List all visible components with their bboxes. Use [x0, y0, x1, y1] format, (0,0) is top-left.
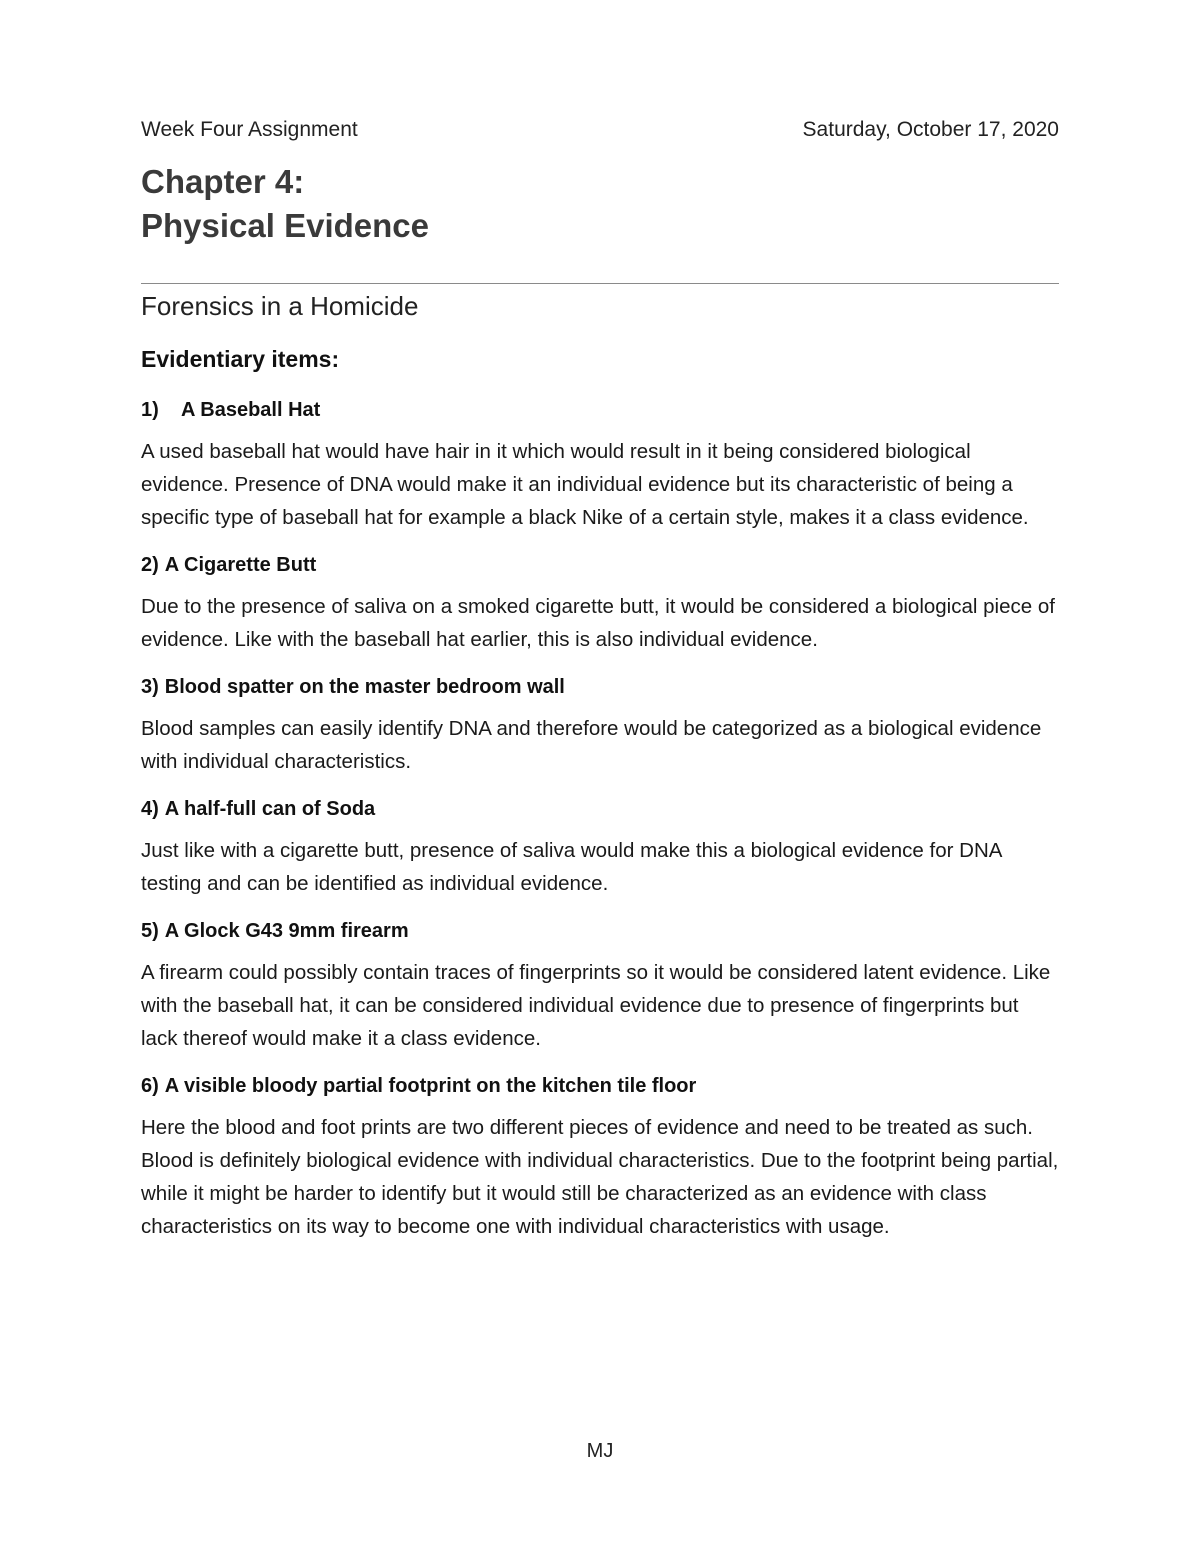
item-title: A visible bloody partial footprint on the kitchen tile floor	[164, 1075, 697, 1097]
item-number: 4)	[141, 798, 159, 820]
evidence-list	[141, 342, 1059, 1260]
item-heading-2	[141, 551, 1059, 579]
item-number: 6)	[141, 1075, 159, 1097]
list-heading: Evidentiary items:	[141, 346, 340, 372]
item-body-6: Here the blood and foot prints are two different pieces of evidence and need to be treated as such. Blood is definitely biological evidence with individual characteristics. Due to the footprint being partial, while it might be harder to identify but it would still be characterized as an evidence with class characteristics on its way to become one with individual characteristics with usage.	[141, 1116, 1059, 1238]
item-body-3: Blood samples can easily identify DNA and therefore would be categorized as a biological evidence with individual characteristics.	[141, 717, 1042, 773]
assignment-label: Week Four Assignment	[141, 118, 358, 141]
item-heading-1	[141, 396, 1059, 424]
document-page	[141, 0, 1059, 1553]
page-header	[141, 118, 1059, 146]
item-title: Blood spatter on the master bedroom wall	[164, 676, 565, 698]
item-body-5: A firearm could possibly contain traces of fingerprints so it would be considered latent evidence. Like with the baseball hat, it can be considered individual evidence due to presence of fingerprints but lack thereof would make it a class evidence.	[141, 961, 1051, 1050]
item-number: 1)	[141, 399, 159, 421]
item-heading-4	[141, 795, 1059, 823]
section-divider	[141, 283, 1059, 284]
item-heading-5	[141, 917, 1059, 945]
section-title: Forensics in a Homicide	[141, 291, 419, 321]
item-title: A Cigarette Butt	[164, 554, 317, 576]
item-body-2: Due to the presence of saliva on a smoked cigarette butt, it would be considered a biological piece of evidence. Like with the baseball hat earlier, this is also individual evidence.	[141, 595, 1055, 651]
item-title: A Baseball Hat	[181, 399, 321, 421]
chapter-number: Chapter 4:	[141, 163, 305, 200]
chapter-title	[141, 160, 429, 248]
item-body-1: A used baseball hat would have hair in it which would result in it being considered biological evidence. Presence of DNA would make it an individual evidence but its characteristic of being a specific type of baseball hat for example a black Nike of a certain style, makes it a class evidence.	[141, 440, 1029, 529]
item-title: A half-full can of Soda	[164, 798, 376, 820]
item-title: A Glock G43 9mm firearm	[164, 920, 409, 942]
item-body-4: Just like with a cigarette butt, presence of saliva would make this a biological evidence for DNA testing and can be identified as individual evidence.	[141, 839, 1002, 895]
item-number: 2)	[141, 554, 159, 576]
assignment-date: Saturday, October 17, 2020	[802, 118, 1059, 141]
item-heading-6	[141, 1072, 1059, 1100]
item-number: 3)	[141, 676, 159, 698]
item-heading-3	[141, 673, 1059, 701]
item-number: 5)	[141, 920, 159, 942]
page-footer-initials: MJ	[586, 1440, 614, 1462]
chapter-name: Physical Evidence	[141, 207, 429, 244]
